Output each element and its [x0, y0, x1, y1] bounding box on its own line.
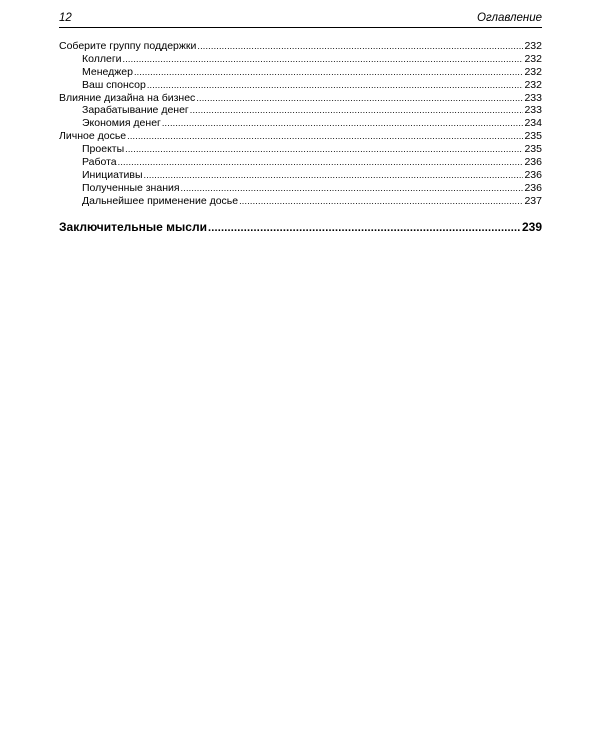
dot-leader	[181, 182, 524, 195]
toc-entry-page: 234	[524, 117, 542, 130]
running-title: Оглавление	[477, 12, 542, 24]
page-number: 12	[59, 12, 72, 24]
toc-entry-page: 232	[524, 40, 542, 52]
toc-entry-text: Дальнейшее применение досье	[82, 194, 239, 207]
toc-entry-page: 239	[521, 219, 542, 234]
toc-entry-text: Ваш спонсор	[82, 78, 146, 91]
dot-leader	[162, 117, 524, 130]
toc-entry-text: Проекты	[82, 143, 125, 156]
dot-leader	[239, 195, 523, 208]
toc-entry-page: 236	[524, 181, 542, 194]
toc-entry-text: Зарабатывание денег	[82, 104, 189, 117]
dot-leader	[134, 66, 524, 79]
toc-entry-text: Влияние дизайна на бизнес	[59, 91, 196, 104]
toc-entry-sponsor	[59, 79, 542, 92]
toc-entry-projects	[59, 143, 542, 156]
toc-entry-text: Инициативы	[82, 168, 143, 181]
toc-entry-page: 232	[524, 65, 542, 78]
toc-entry-text: Соберите группу поддержки	[59, 40, 197, 52]
dot-leader	[197, 40, 523, 53]
toc-entry-manager	[59, 66, 542, 79]
toc-entry-support-group	[59, 40, 542, 53]
toc-entry-lessons-learned	[59, 182, 542, 195]
toc-entry-text: Работа	[82, 156, 117, 169]
toc-entry-colleagues	[59, 53, 542, 66]
dot-leader	[123, 53, 524, 66]
toc-entry-personal-dossier	[59, 130, 542, 143]
toc-entry-design-business-impact	[59, 92, 542, 105]
dot-leader	[190, 104, 524, 117]
page-header	[59, 11, 542, 28]
dot-leader	[147, 79, 524, 92]
toc-entry-text: Коллеги	[82, 52, 122, 65]
toc-entry-work	[59, 156, 542, 169]
toc-entry-page: 233	[524, 104, 542, 117]
toc-entry-text: Заключительные мысли	[59, 219, 207, 234]
toc-entry-page: 237	[524, 194, 542, 207]
toc-entry-page: 232	[524, 78, 542, 91]
dot-leader	[127, 130, 523, 143]
toc-entry-page: 236	[524, 156, 542, 169]
toc-entry-text: Полученные знания	[82, 181, 180, 194]
toc-entry-text: Экономия денег	[82, 117, 161, 130]
toc-entry-page: 233	[524, 91, 542, 104]
toc-entry-dossier-further-use	[59, 195, 542, 208]
dot-leader	[196, 92, 523, 105]
dot-leader	[118, 156, 524, 169]
dot-leader	[125, 143, 523, 156]
dot-leader	[208, 220, 521, 236]
toc-entry-page: 235	[524, 130, 542, 143]
toc-entry-final-thoughts	[59, 219, 542, 235]
toc-entry-text: Менеджер	[82, 65, 133, 78]
toc-entry-page: 235	[524, 143, 542, 156]
toc-entry-saving-money	[59, 117, 542, 130]
toc-entry-text: Личное досье	[59, 130, 127, 143]
toc-entry-making-money	[59, 104, 542, 117]
dot-leader	[144, 169, 524, 182]
toc-entry-page: 232	[524, 52, 542, 65]
toc-entry-initiatives	[59, 169, 542, 182]
table-of-contents	[59, 40, 542, 235]
toc-entry-page: 236	[524, 168, 542, 181]
